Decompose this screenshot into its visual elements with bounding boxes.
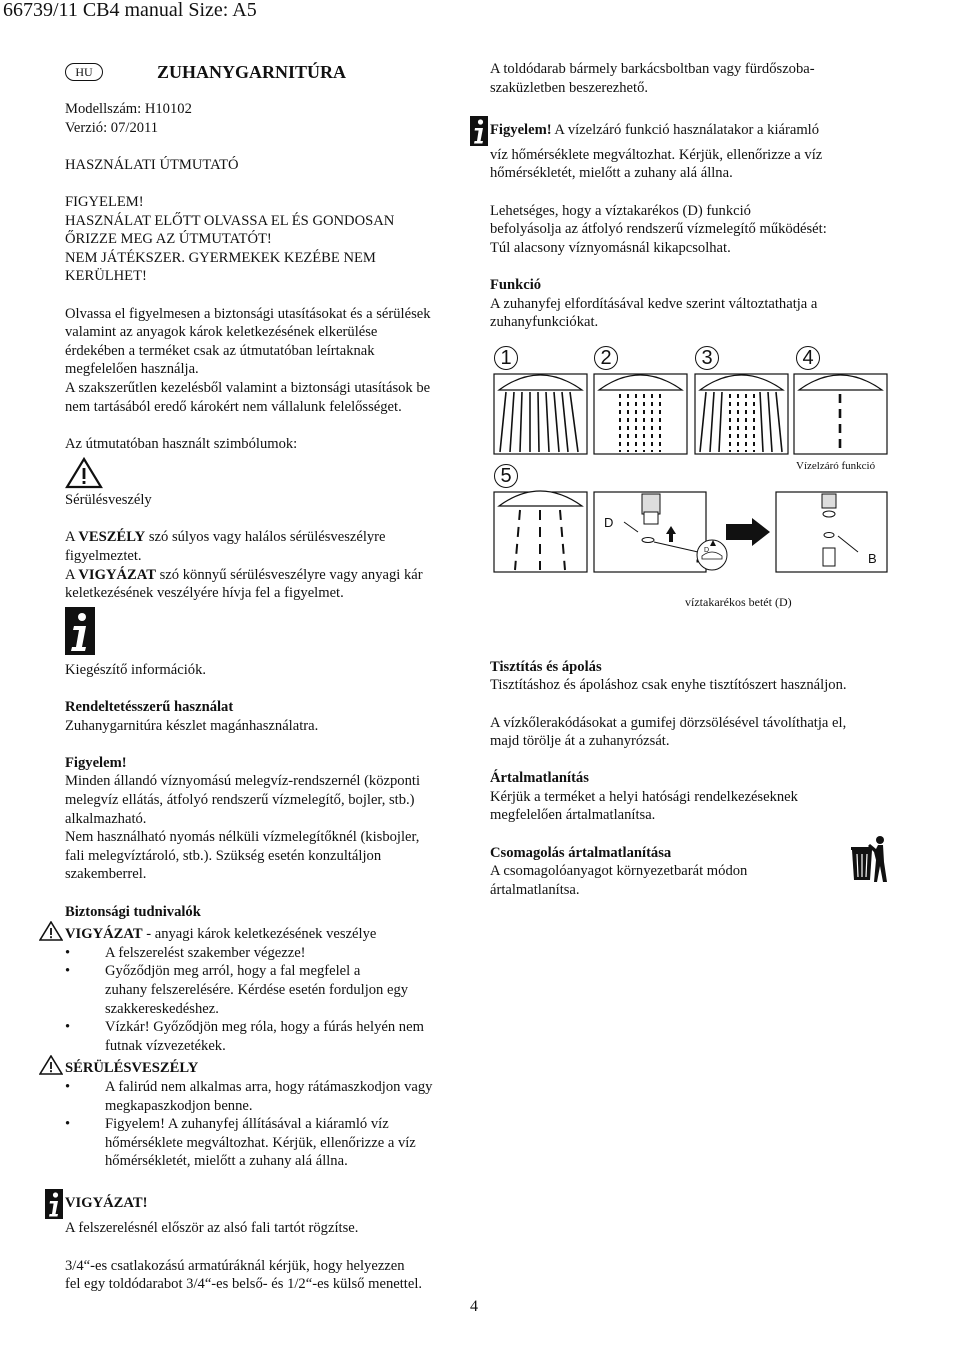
note-line: szakemberrel. (65, 866, 147, 883)
intro-line: érdekében a terméket csak az útmutatóban leírtaknak (65, 342, 375, 359)
attention-line: FIGYELEM! (65, 193, 144, 210)
label-d-small: D (704, 546, 710, 554)
caution2-text: A felszerelésnél először az alsó fali tartót rögzítse. (65, 1220, 359, 1237)
caution-definition-cont: keletkezésének veszélyére hívja fel a figyelmet. (65, 585, 344, 602)
function-number: 4 (796, 346, 820, 370)
injury-warning (65, 1055, 465, 1078)
attention-line: ŐRIZZE MEG AZ ÚTMUTATÓT! (65, 231, 272, 248)
material-warning: VIGYÁZAT - anyagi károk keletkezésének veszélye (65, 921, 465, 944)
intro-line: valamint az anyagok károk keletkezésének elkerülése (65, 324, 378, 341)
note-line: melegvíz ellátás, átfolyó rendszerű vízmelegítő, bojler, stb.) (65, 792, 415, 808)
model-number: Modellszám: H10102 (65, 101, 192, 117)
connector-line: 3/4“-es csatlakozású armatúráknál kérjük, hogy helyezzen (65, 1257, 405, 1274)
note-line: Minden állandó víznyomású melegvíz-rendszernél (központi (65, 773, 421, 790)
function-number: 5 (494, 464, 518, 488)
info-icon (470, 116, 488, 146)
function-number: 2 (594, 346, 618, 370)
cleaning-text: Tisztításhoz és ápoláshoz csak enyhe tisztítószert használjon. (490, 677, 847, 694)
intro-line: A szakszerűtlen kezelésből valamint a biztonsági utasítások be (65, 379, 431, 396)
caution-word: VIGYÁZAT (78, 566, 156, 583)
attention-line: NEM JÁTÉKSZER. GYERMEKEK KEZÉBE NEM (65, 249, 376, 266)
warning-triangle-icon (39, 921, 63, 941)
title-row (65, 60, 465, 84)
info-warning: Figyelem! A vízelzáró funkció használatakor a kiáramló (490, 116, 890, 146)
list-item: • Vízkár! Győződjön meg róla, hogy a fúrás helyén nem futnak vízvezetékek. (65, 1018, 465, 1055)
intro-line: nem tartásából eredő károkért nem vállalunk felelősséget. (65, 398, 402, 415)
label-d: D (604, 514, 614, 530)
caution2-heading: VIGYÁZAT! (65, 1195, 148, 1212)
function-number: 3 (695, 346, 719, 370)
intro-line: megfelelően használja. (65, 361, 199, 378)
disposal-heading: Ártalmatlanítás (490, 770, 589, 787)
safety-list-1 (65, 944, 465, 1056)
function-line: zuhanyfunkciókat. (490, 314, 599, 331)
right-column (490, 60, 890, 899)
intro-line: Olvassa el figyelmesen a biztonsági utasításokat és a sérülések (65, 305, 431, 322)
attention-line: HASZNÁLAT ELŐTT OLVASSA EL ÉS GONDOSAN (65, 212, 395, 229)
limescale-line: majd törölje át a zuhanyrózsát. (490, 733, 670, 750)
document-header: 66739/11 CB4 manual Size: A5 (3, 0, 257, 21)
saver-line: Lehetséges, hogy a víztakarékos (D) funkció (490, 202, 751, 219)
list-item: • A falirúd nem alkalmas arra, hogy rátámaszkodjon vagy megkapaszkodjon benne. (65, 1078, 465, 1115)
function-heading: Funkció (490, 276, 542, 293)
note-line: fali melegvíztároló, stb.). Szükség esetén konzultáljon (65, 847, 382, 864)
left-column (65, 60, 465, 1294)
safety-list-2 (65, 1078, 465, 1171)
info-bold: Figyelem! (490, 121, 552, 138)
warning-triangle-icon (65, 457, 103, 489)
language-badge: HU (65, 63, 103, 81)
danger-definition-cont: figyelmeztet. (65, 548, 142, 565)
info-line: víz hőmérséklete megváltozhat. Kérjük, ellenőrizze a víz (490, 146, 823, 163)
packaging-line: A csomagolóanyagot környezetbarát módon (490, 863, 748, 880)
intended-use-heading: Rendeltetésszerű használat (65, 699, 234, 716)
safety-heading: Biztonsági tudnivalók (65, 903, 201, 920)
danger-definition: A VESZÉLY szó súlyos vagy halálos sérülésveszélyre (65, 529, 386, 546)
note-line: Nem használható nyomás nélküli vízmelegítőknél (kisbojler, (65, 829, 420, 846)
danger-word: VESZÉLY (78, 529, 146, 546)
adapter-line: szaküzletben beszerezhető. (490, 79, 649, 96)
list-item: • A felszerelést szakember végezze! (65, 944, 465, 963)
manual-heading: HASZNÁLATI ÚTMUTATÓ (65, 156, 239, 173)
caution2-line (65, 1189, 465, 1219)
info-icon (45, 1189, 63, 1219)
injury-heading: SÉRÜLÉSVESZÉLY (65, 1060, 199, 1077)
list-item: • Figyelem! A zuhanyfej állításával a kiáramló víz hőmérséklete megváltozhat. Kérjük, ellenőrizze a víz hőmérsékletét, mielőtt a zuhany alá állna. (65, 1115, 465, 1171)
saver-line: Túl alacsony víznyomásnál kikapcsolhat. (490, 239, 731, 256)
document-title: ZUHANYGARNITÚRA (157, 61, 347, 82)
info-label: Kiegészítő információk. (65, 661, 207, 678)
saver-insert-caption: víztakarékos betét (D) (685, 594, 792, 609)
function-number: 1 (494, 346, 518, 370)
attention-line: KERÜLHET! (65, 268, 147, 285)
symbols-intro: Az útmutatóban használt szimbólumok: (65, 435, 298, 452)
disposal-line: Kérjük a terméket a helyi hatósági rendelkezéseknek (490, 788, 798, 805)
info-icon (65, 607, 95, 655)
shower-function-diagram (490, 342, 890, 642)
intended-use-text: Zuhanygarnitúra készlet magánhasználatra. (65, 717, 319, 734)
cleaning-heading: Tisztítás és ápolás (490, 658, 602, 675)
warning-triangle-icon (39, 1055, 63, 1075)
saver-line: befolyásolja az átfolyó rendszerű vízmelegítő működését: (490, 221, 827, 238)
caution-definition: A VIGYÁZAT szó könnyű sérülésveszélyre vagy anyagi kár (65, 566, 423, 583)
version: Verzió: 07/2011 (65, 119, 159, 136)
packaging-line: ártalmatlanítsa. (490, 881, 580, 898)
recycling-bin-icon (850, 834, 888, 884)
adapter-line: A toldódarab bármely barkácsboltban vagy fürdőszoba- (490, 61, 815, 77)
connector-line: fel egy toldódarabot 3/4“-es belső- és 1/2“-es külső menettel. (65, 1276, 423, 1293)
list-item: • Győződjön meg arról, hogy a fal megfelel a zuhany felszerelésére. Kérdése esetén forduljon egy szakkereskedéshez. (65, 962, 465, 1018)
label-b: B (868, 550, 877, 566)
note-heading: Figyelem! (65, 754, 127, 771)
material-word: VIGYÁZAT (65, 926, 143, 943)
note-line: alkalmazható. (65, 810, 147, 827)
injury-label: Sérülésveszély (65, 492, 152, 509)
page-number: 4 (470, 1298, 478, 1315)
packaging-heading: Csomagolás ártalmatlanítása (490, 844, 672, 861)
stop-function-label: Vízelzáró funkció (796, 459, 876, 472)
function-line: A zuhanyfej elfordításával kedve szerint változtathatja a (490, 295, 818, 312)
limescale-line: A vízkőlerakódásokat a gumifej dörzsölésével távolíthatja el, (490, 714, 847, 731)
info-line: hőmérsékletét, mielőtt a zuhany alá állna. (490, 165, 733, 182)
disposal-line: megfelelően ártalmatlanítsa. (490, 807, 656, 824)
